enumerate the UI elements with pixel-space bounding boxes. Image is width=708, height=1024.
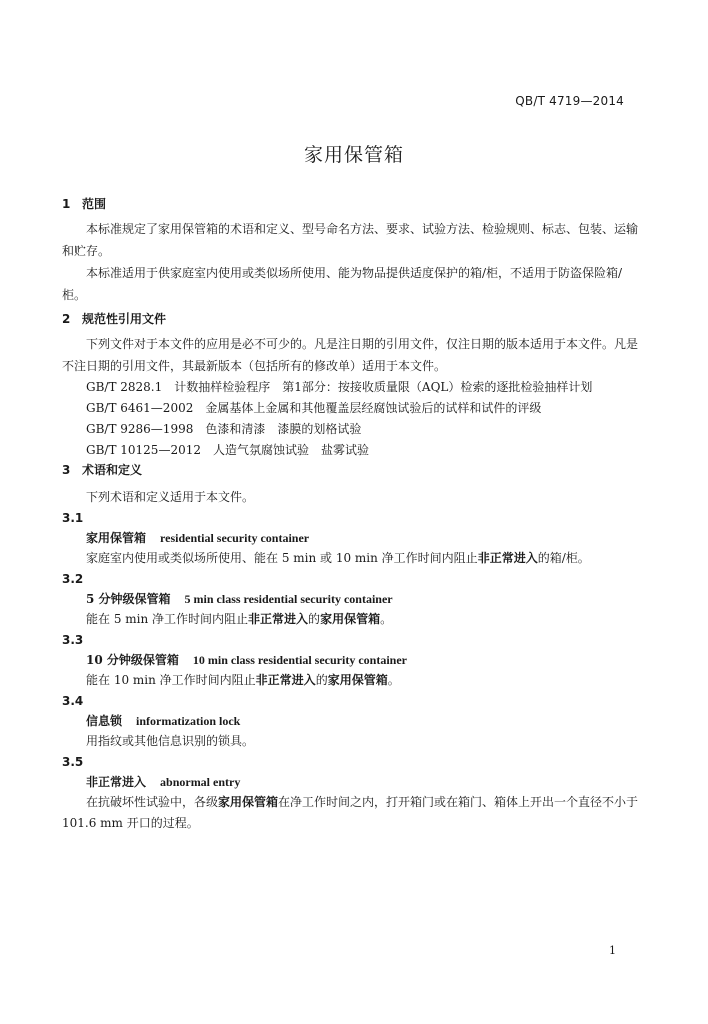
term-definition: 家庭室内使用或类似场所使用、能在 5 min 或 10 min 净工作时间内阻止非正常进入的箱/柜。 bbox=[86, 551, 590, 565]
section-title: 范围 bbox=[82, 197, 107, 211]
term-number: 3.4 bbox=[62, 694, 84, 708]
reference-title: 金属基体上金属和其他覆盖层经腐蚀试验后的试样和试件的评级 bbox=[205, 401, 542, 415]
reference-item bbox=[62, 440, 642, 461]
reference-item bbox=[62, 377, 642, 398]
term-definition: 能在 10 min 净工作时间内阻止非正常进入的家用保管箱。 bbox=[86, 673, 400, 687]
reference-title: 计数抽样检验程序 第1部分：按接收质量限（AQL）检索的逐批检验抽样计划 bbox=[174, 380, 593, 394]
reference-title: 人造气氛腐蚀试验 盐雾试验 bbox=[212, 443, 369, 457]
term-cn: 非正常进入 bbox=[86, 775, 147, 789]
reference-code: GB/T 6461—2002 bbox=[86, 401, 194, 415]
document-title: 家用保管箱 bbox=[303, 144, 404, 166]
section-title: 规范性引用文件 bbox=[82, 312, 167, 326]
section-number: 2 bbox=[62, 312, 71, 326]
term-en: 10 min class residential security container bbox=[192, 653, 407, 667]
term-number: 3.1 bbox=[62, 511, 84, 525]
term-definition: 用指纹或其他信息识别的锁具。 bbox=[86, 734, 255, 748]
term-en: 5 min class residential security container bbox=[184, 592, 393, 606]
term-number: 3.5 bbox=[62, 755, 84, 769]
term-definition: 在抗破坏性试验中，各级家用保管箱在净工作时间之内，打开箱门或在箱门、箱体上开出一个直径不小于 101.6 mm 开口的过程。 bbox=[62, 795, 639, 830]
term-title bbox=[62, 711, 642, 731]
term-number: 3.3 bbox=[62, 633, 84, 647]
term-definition: 能在 5 min 净工作时间内阻止非正常进入的家用保管箱。 bbox=[86, 612, 393, 626]
paragraph: 本标准规定了家用保管箱的术语和定义、型号命名方法、要求、试验方法、检验规则、标志、包装、运输和贮存。 bbox=[62, 222, 639, 258]
term-en: abnormal entry bbox=[160, 775, 241, 789]
page-number: 1 bbox=[609, 944, 616, 957]
section-heading bbox=[62, 461, 642, 478]
term-en: informatization lock bbox=[136, 714, 241, 728]
term-cn: 5 分钟级保管箱 bbox=[86, 592, 171, 606]
section-scope bbox=[62, 195, 642, 306]
paragraph: 下列术语和定义适用于本文件。 bbox=[86, 490, 255, 504]
section-terms-definitions bbox=[62, 461, 642, 834]
term-cn: 10 分钟级保管箱 bbox=[86, 653, 179, 667]
standard-code: QB/T 4719—2014 bbox=[515, 94, 624, 108]
reference-code: GB/T 9286—1998 bbox=[86, 422, 194, 436]
reference-item bbox=[62, 398, 642, 419]
reference-title: 色漆和清漆 漆膜的划格试验 bbox=[205, 422, 362, 436]
reference-code: GB/T 10125—2012 bbox=[86, 443, 201, 457]
reference-item bbox=[62, 419, 642, 440]
term-cn: 家用保管箱 bbox=[86, 531, 147, 545]
term-title bbox=[62, 650, 642, 670]
paragraph: 本标准适用于供家庭室内使用或类似场所使用、能为物品提供适度保护的箱/柜，不适用于防盗保险箱/柜。 bbox=[62, 266, 623, 302]
section-title: 术语和定义 bbox=[82, 463, 143, 477]
term-en: residential security container bbox=[160, 531, 310, 545]
section-heading bbox=[62, 195, 642, 212]
section-number: 3 bbox=[62, 463, 71, 477]
term-cn: 信息锁 bbox=[86, 714, 123, 728]
paragraph: 下列文件对于本文件的应用是必不可少的。凡是注日期的引用文件，仅注日期的版本适用于本文件。凡是不注日期的引用文件，其最新版本（包括所有的修改单）适用于本文件。 bbox=[62, 337, 639, 373]
section-normative-references bbox=[62, 310, 642, 461]
term-title bbox=[62, 528, 642, 548]
section-number: 1 bbox=[62, 197, 71, 211]
term-number: 3.2 bbox=[62, 572, 84, 586]
term-title bbox=[62, 772, 642, 792]
section-heading bbox=[62, 310, 642, 327]
reference-code: GB/T 2828.1 bbox=[86, 380, 163, 394]
term-title bbox=[62, 589, 642, 609]
